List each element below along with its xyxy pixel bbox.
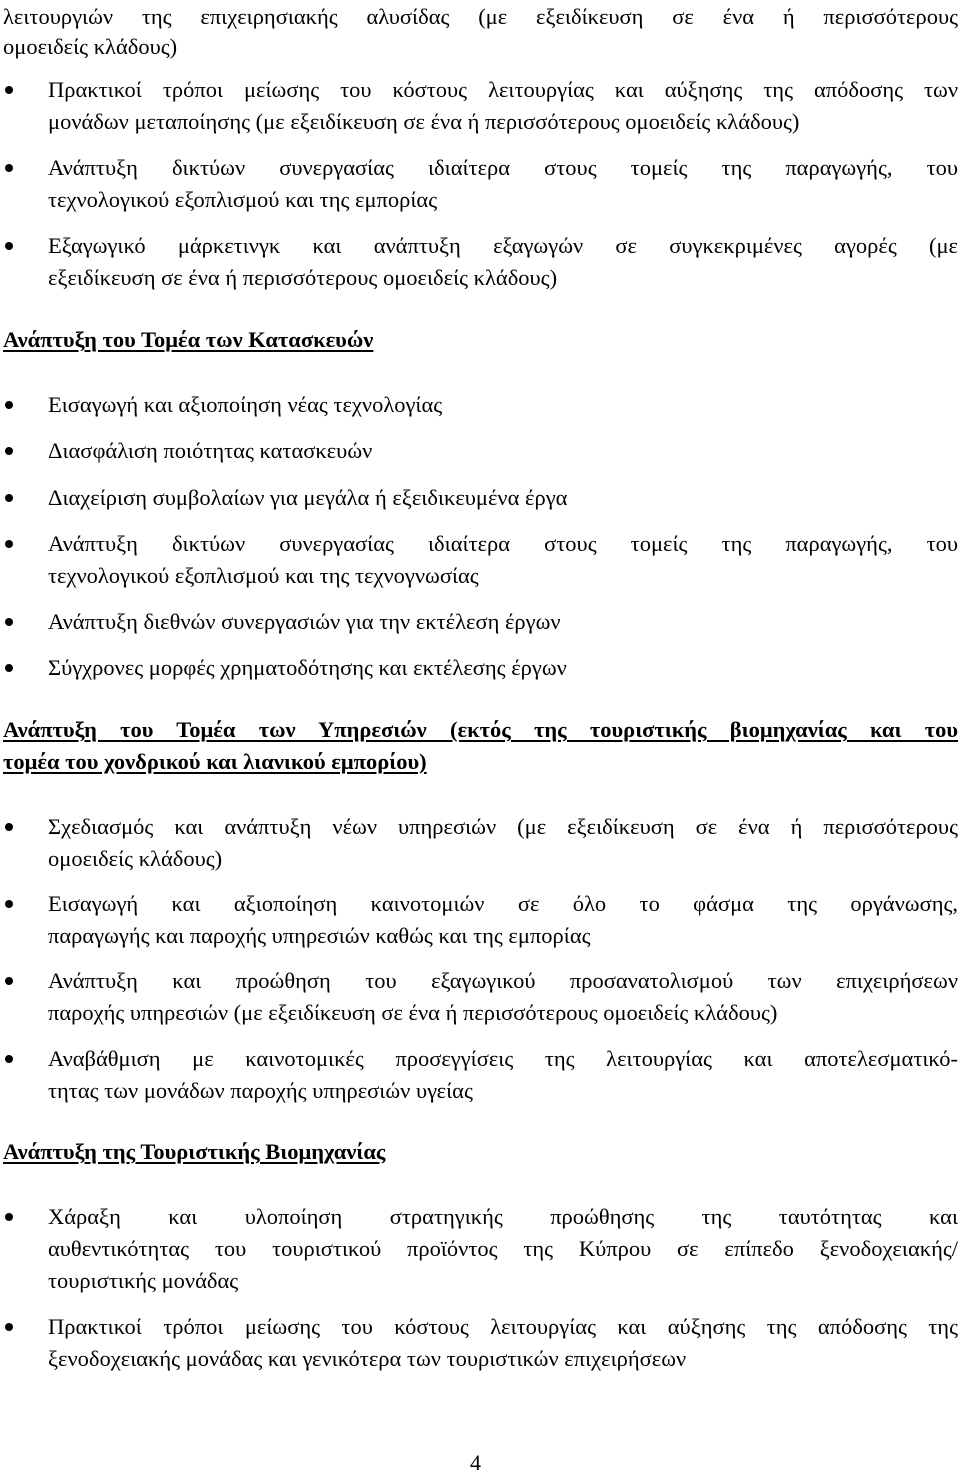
bullet-icon (5, 164, 13, 172)
bullet-icon (5, 242, 13, 250)
bullet-icon (5, 823, 13, 831)
list-item-line: Σύγχρονες μορφές χρηματοδότησης και εκτέλεσης έργων (48, 655, 567, 680)
bullet-icon (5, 900, 13, 908)
bullet-icon (5, 86, 13, 94)
list-item-line: Χάραξη και υλοποίηση στρατηγικής προώθησης της ταυτότητας και (48, 1204, 958, 1229)
list-item-line: τητας των μονάδων παροχής υπηρεσιών υγείας (48, 1078, 473, 1103)
list-item-line: Ανάπτυξη διεθνών συνεργασιών για την εκτέλεση έργων (48, 609, 561, 634)
list-item-line: παραγωγής και παροχής υπηρεσιών καθώς και της εμπορίας (48, 923, 591, 948)
bullet-icon (5, 540, 13, 548)
list-item-line: Διαχείριση συμβολαίων για μεγάλα ή εξειδικευμένα έργα (48, 485, 568, 510)
intro-line-2: ομοειδείς κλάδους) (3, 34, 178, 59)
bullet-icon (5, 1323, 13, 1331)
list-item-line: τουριστικής μονάδας (48, 1268, 239, 1293)
section-heading-services: Ανάπτυξη του Τομέα των Υπηρεσιών (εκτός της τουριστικής βιομηχανίας και του (3, 717, 958, 742)
list-item-line: ομοειδείς κλάδους) (48, 846, 223, 871)
list-item-line: Αναβάθμιση με καινοτομικές προσεγγίσεις της λειτουργίας και αποτελεσματικό- (48, 1046, 958, 1071)
list-item-line: Πρακτικοί τρόποι μείωσης του κόστους λειτουργίας και αύξησης της απόδοσης της (48, 1314, 958, 1339)
list-item-line: Διασφάλιση ποιότητας κατασκευών (48, 438, 373, 463)
list-item-line: Σχεδιασμός και ανάπτυξη νέων υπηρεσιών (με εξειδίκευση σε ένα ή περισσότερους (48, 814, 958, 839)
list-item-line: Εξαγωγικό μάρκετινγκ και ανάπτυξη εξαγωγών σε συγκεκριμένες αγορές (με (48, 233, 958, 258)
list-item-line: Πρακτικοί τρόποι μείωσης του κόστους λειτουργίας και αύξησης της απόδοσης των (48, 77, 958, 102)
list-item-line: εξειδίκευση σε ένα ή περισσότερους ομοειδείς κλάδους) (48, 265, 558, 290)
list-item-line: Ανάπτυξη και προώθηση του εξαγωγικού προσανατολισμού των επιχειρήσεων (48, 968, 958, 993)
bullet-icon (5, 494, 13, 502)
bullet-icon (5, 1213, 13, 1221)
bullet-icon (5, 664, 13, 672)
list-item-line: τεχνολογικού εξοπλισμού και της εμπορίας (48, 187, 438, 212)
section-heading-services-line-2: τομέα του χονδρικού και λιανικού εμπορίου) (3, 749, 427, 774)
list-item-line: παροχής υπηρεσιών (με εξειδίκευση σε ένα ή περισσότερους ομοειδείς κλάδους) (48, 1000, 778, 1025)
list-item-line: αυθεντικότητας του τουριστικού προϊόντος της Κύπρου σε επίπεδο ξενοδοχειακής/ (48, 1236, 958, 1261)
list-item-line: Εισαγωγή και αξιοποίηση καινοτομιών σε όλο το φάσμα της οργάνωσης, (48, 891, 958, 916)
list-item-line: ξενοδοχειακής μονάδας και γενικότερα των τουριστικών επιχειρήσεων (48, 1346, 687, 1371)
list-item-line: Ανάπτυξη δικτύων συνεργασίας ιδιαίτερα στους τομείς της παραγωγής, του (48, 155, 958, 180)
bullet-icon (5, 618, 13, 626)
list-item-line: μονάδων μεταποίησης (με εξειδίκευση σε ένα ή περισσότερους ομοειδείς κλάδους) (48, 109, 800, 134)
section-heading-construction: Ανάπτυξη του Τομέα των Κατασκευών (3, 327, 374, 352)
list-item-line: Ανάπτυξη δικτύων συνεργασίας ιδιαίτερα στους τομείς της παραγωγής, του (48, 531, 958, 556)
section-heading-tourism: Ανάπτυξη της Τουριστικής Βιομηχανίας (3, 1139, 386, 1164)
intro-line-1: λειτουργιών της επιχειρησιακής αλυσίδας (με εξειδίκευση σε ένα ή περισσότερους (3, 4, 958, 29)
list-item-line: τεχνολογικού εξοπλισμού και της τεχνογνωσίας (48, 563, 479, 588)
list-item-line: Εισαγωγή και αξιοποίηση νέας τεχνολογίας (48, 392, 443, 417)
bullet-icon (5, 447, 13, 455)
bullet-icon (5, 401, 13, 409)
bullet-icon (5, 1055, 13, 1063)
page-number: 4 (470, 1450, 481, 1475)
bullet-icon (5, 977, 13, 985)
